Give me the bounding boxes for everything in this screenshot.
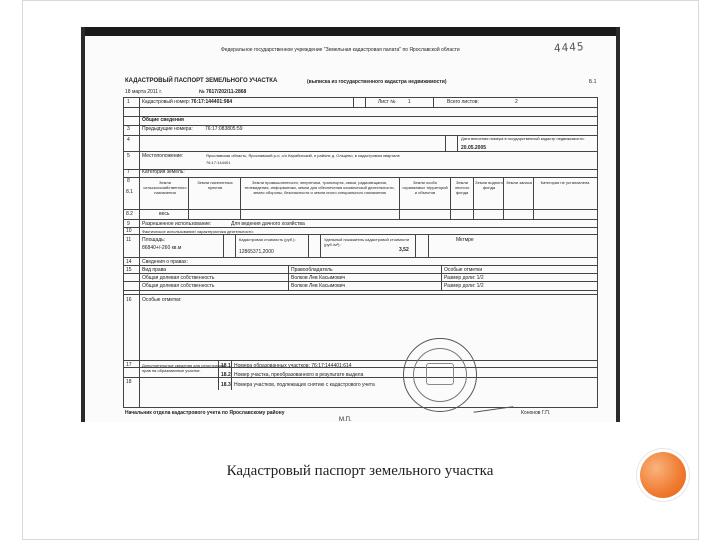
row-number: 16: [126, 297, 132, 303]
rights-note: Размер доли: 1/2: [444, 275, 484, 281]
row-number: 14: [126, 259, 132, 265]
extra-2: Номер участка, преобразованного в результате выдела: [234, 372, 364, 378]
row-number: 10: [126, 228, 132, 234]
row-number: 8.2: [126, 211, 133, 217]
rights-type: Общая долевая собственность: [142, 283, 215, 289]
extra-1-code: 18.1: [221, 363, 231, 369]
location-label: Местоположение:: [142, 153, 184, 159]
scan-edge-right: [616, 27, 620, 422]
col-reserve: Земли запаса: [506, 180, 532, 185]
extra-3-code: 18.3: [221, 382, 231, 388]
rights-type: Общая долевая собственность: [142, 275, 215, 281]
general-info: Общие сведения: [142, 117, 184, 123]
agency-line: Федеральное государственное учреждение "Земельная кадастровая палата" по Ярославской области: [221, 47, 460, 53]
land-category-label: Категория земель:: [142, 169, 185, 175]
scanned-document: [81, 27, 620, 422]
special-notes-label: Особые отметки:: [142, 297, 182, 303]
row-number: 7: [127, 169, 130, 175]
form-code: Б.1: [589, 79, 597, 85]
row-number: 11: [126, 237, 132, 243]
sheet-value: 1: [408, 99, 411, 105]
land-value: весь: [159, 211, 170, 217]
row-number: 8: [127, 178, 130, 184]
row-number: 8.1: [126, 189, 133, 195]
prev-number-value: 76:17:083805:59: [205, 126, 243, 132]
footer-mp: М.П.: [339, 417, 352, 422]
scan-edge-left: [81, 27, 85, 422]
date-label: 18 марта 2011 г.: [125, 89, 162, 95]
area-value: 86840+/-260 кв.м: [142, 245, 182, 251]
slide-border-left: [22, 0, 23, 540]
cadastral-label: Кадастровый номер:: [142, 99, 191, 105]
slide-caption: Кадастровый паспорт земельного участка: [226, 463, 494, 479]
rights-col2: Правообладатель: [291, 267, 333, 273]
official-seal: [403, 338, 477, 412]
cost-value: 12865371,2000: [239, 249, 274, 255]
col-protected: Земли особо охраняемых территорий и объектов: [402, 180, 448, 195]
extra-info-label: Дополнительные сведения для регистрации прав на образованные участки:: [142, 363, 225, 373]
doc-number: № 7617/202/11-2868: [199, 89, 247, 95]
date-added-label: Дата внесения номера в государственный кадастр недвижимости:: [461, 136, 585, 141]
row-number: 15: [126, 267, 132, 273]
rights-holder: Волков Лев Касымович: [291, 275, 346, 281]
rights-col3: Особые отметки: [444, 267, 483, 273]
area-label: Площадь:: [142, 237, 166, 243]
sheets-total-label: Всего листов:: [447, 99, 479, 105]
col-industry: Земли промышленности, энергетики, транспорта, связи, радиовещания, телевидения, информатики, земли для обеспечения космической деятельности, земли обороны, безопасности и земли иного специального назначения: [244, 180, 395, 195]
rights-note: Размер доли: 1/2: [444, 283, 484, 289]
form-subtitle: (выписка из государственного кадастра недвижимости): [307, 79, 447, 85]
rights-label: Сведения о правах:: [142, 259, 188, 265]
rights-holder: Волков Лев Касымович: [291, 283, 346, 289]
row-number: 5: [127, 153, 130, 159]
date-added-value: 20.05.2005: [461, 145, 487, 151]
specific-value: 3,52: [399, 247, 409, 253]
handwritten-number: 4445: [553, 39, 585, 56]
actual-use-label: Фактическое использование/ характеристика деятельности:: [142, 229, 254, 234]
row-number: 3: [127, 126, 130, 132]
allowed-use-label: Разрешенное использование:: [142, 221, 212, 227]
sheets-total-value: 2: [515, 99, 518, 105]
unit-label: Мктмре: [456, 237, 474, 243]
extra-1: Номера образованных участков: 76:17:144401:614: [234, 363, 352, 369]
footer-label: Начальник отдела кадастрового учета по Ярославскому району: [125, 410, 285, 416]
extra-3: Номера участков, подлежащих снятию с кадастрового учета: [234, 382, 375, 388]
col-undefined: Категория не установлена: [540, 180, 590, 185]
prev-number-label: Предыдущие номера:: [142, 126, 193, 132]
row-number: 1: [127, 99, 130, 105]
location-value-2: 76:17:144401: [206, 160, 231, 165]
row-number: 4: [127, 137, 130, 143]
scan-edge-top: [81, 27, 620, 36]
row-number: 18: [126, 379, 132, 385]
col-water: Земли водного фонда: [475, 180, 503, 190]
specific-label: Удельный показатель кадастровой стоимости (руб./м²):: [324, 237, 410, 247]
col-agricultural: Земли сельскохозяйственного назначения: [143, 180, 187, 195]
col-settlements: Земли населенных пунктов: [197, 180, 233, 190]
slide-border-right: [698, 0, 699, 540]
allowed-use-value: Для ведения дачного хозяйства: [231, 221, 305, 227]
decorative-orb: [640, 452, 686, 498]
cadastral-value: 76:17:144401:984: [191, 99, 233, 105]
row-number: 17: [126, 362, 132, 368]
slide-border-top: [22, 0, 699, 1]
form-title: КАДАСТРОВЫЙ ПАСПОРТ ЗЕМЕЛЬНОГО УЧАСТКА: [125, 78, 278, 84]
sheet-label: Лист №: [378, 99, 396, 105]
footer-name: Кононов Г.П.: [521, 410, 551, 416]
extra-2-code: 18.2: [221, 372, 231, 378]
row-number: 9: [127, 221, 130, 227]
cost-label: Кадастровая стоимость (руб.):: [239, 237, 296, 242]
rights-col1: Вид права: [142, 267, 167, 273]
col-forest: Земли лесного фонда: [454, 180, 470, 195]
location-value: Ярославская область, Ярославский р-н, с/о Карабихский, п районе д. Ольцево, в кадастровом квартале: [206, 153, 400, 158]
